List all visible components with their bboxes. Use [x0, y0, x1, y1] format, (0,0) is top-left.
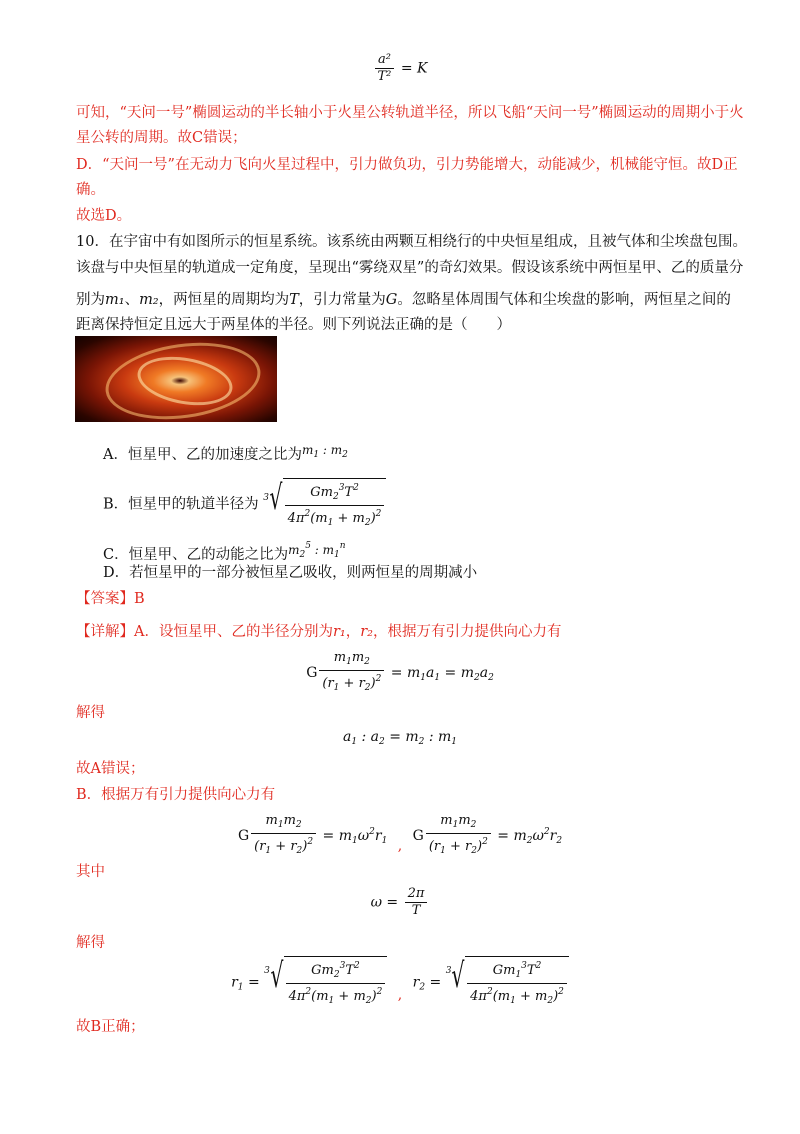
detail-line1a: A．设恒星甲、乙的半径分别为 [134, 624, 333, 640]
formula-omega: ω = $\frac{2\pi}{T}$ [0, 886, 800, 919]
option-a[interactable] [103, 440, 348, 465]
kepler-denominator: T² [377, 69, 392, 84]
formula-gravity-2: G $\frac{m_1m_2}{(r_1 + r_2)^2}$ = $m_1\omega^2r_1$ , G $\frac{m_1m_2}{(r_1 + r_2)^2}$ = $m_2\omega^2r_2$ [237, 813, 563, 856]
symbol-r1: r₁ [332, 624, 346, 640]
formula-acceleration-ratio: $a_1$ : $a_2 = m_2$ : $m_1$ [342, 729, 458, 747]
q10-line3b: 、 [124, 292, 140, 308]
option-b-radical: 3 √ $\frac{Gm_2^3T^2}{4\pi^2(m_1 + m_2)^2}$ [263, 478, 386, 531]
q10-line3a: 别为 [76, 292, 105, 308]
symbol-m1: m₁ [105, 292, 125, 308]
where-label: 其中 [76, 864, 105, 880]
q10-line3 [76, 290, 731, 310]
detail-line1b: ， [345, 624, 361, 640]
detail-line1c: ，根据万有引力提供向心力有 [372, 624, 562, 640]
answer-line [76, 589, 145, 609]
formula-gravity-1: G $\frac{m_1m_2}{(r_1 + r_2)^2}$ = $m_1a_1 = m_2a_2$ [306, 650, 494, 693]
explanation-d-line1: D．“天问一号”在无动力飞向火星过程中，引力做负功，引力势能增大，动能减少，机械能守恒。故D正 [76, 157, 738, 173]
q10-line3d: ，引力常量为 [298, 292, 386, 308]
correct-b: 故B正确； [76, 1019, 145, 1035]
kepler-numerator: a² [375, 52, 395, 69]
option-a-text: A．恒星甲、乙的加速度之比为 [103, 447, 302, 463]
formula-radii: $r_1$ = 3 √ $\frac{Gm_2^3T^2}{4\pi^2(m_1 + m_2)^2}$ , $r_2$ = 3 √ $\frac{Gm_1^3T^2}{4\pi^2(m_1 + m_2)^2}$ [0, 956, 800, 1009]
conclusion-select-d: 故选D。 [76, 208, 132, 224]
q10-line1: 10．在宇宙中有如图所示的恒星系统。该系统由两颗互相绕行的中央恒星组成，且被气体和尘埃盘包围。 [76, 234, 747, 250]
option-b[interactable] [103, 478, 386, 531]
option-b-text: B．恒星甲的轨道半径为 [103, 496, 259, 513]
q10-line3c: ，两恒星的周期均为 [158, 292, 290, 308]
explanation-c-line1: 可知，“天问一号”椭圆运动的半长轴小于火星公转轨道半径，所以飞船“天问一号”椭圆运动的周期小于火 [76, 105, 744, 121]
explanation-c-line2: 星公转的周期。故C错误； [76, 130, 247, 146]
kepler-formula [0, 52, 800, 85]
option-a-ratio: m1 : m2 [301, 443, 348, 460]
b-intro: B．根据万有引力提供向心力有 [76, 787, 276, 803]
answer-tag: 【答案】 [76, 591, 134, 607]
q10-line2: 该盘与中央恒星的轨道成一定角度，呈现出“雾绕双星”的奇幻效果。假设该系统中两恒星甲、乙的质量分 [76, 260, 744, 276]
q10-line3e: 。忽略星体周围气体和尘埃盘的影响，两恒星之间的 [397, 292, 731, 308]
option-c[interactable] [103, 536, 346, 565]
symbol-r2: r₂ [360, 624, 373, 640]
detail-line1 [76, 622, 561, 642]
kepler-rhs: = K [400, 60, 428, 77]
kepler-fraction [375, 52, 395, 85]
option-c-text: C．恒星甲、乙的动能之比为 [103, 547, 289, 563]
wrong-a: 故A错误； [76, 761, 145, 777]
explanation-d-line2: 确。 [76, 182, 105, 198]
answer-value: B [134, 591, 145, 607]
detail-tag: 【详解】 [76, 624, 134, 640]
solve-label-2: 解得 [76, 935, 105, 951]
symbol-G: G [385, 292, 398, 308]
solve-label-1: 解得 [76, 705, 105, 721]
symbol-T: T [289, 292, 299, 308]
q10-line4: 距离保持恒定且远大于两星体的半径。则下列说法正确的是（ ） [76, 317, 511, 333]
symbol-m2: m₂ [139, 292, 159, 308]
option-c-ratio: m25 : m1n [288, 541, 346, 560]
option-d[interactable]: D．若恒星甲的一部分被恒星乙吸收，则两恒星的周期减小 [103, 565, 478, 581]
binary-star-disk-image [75, 336, 277, 422]
